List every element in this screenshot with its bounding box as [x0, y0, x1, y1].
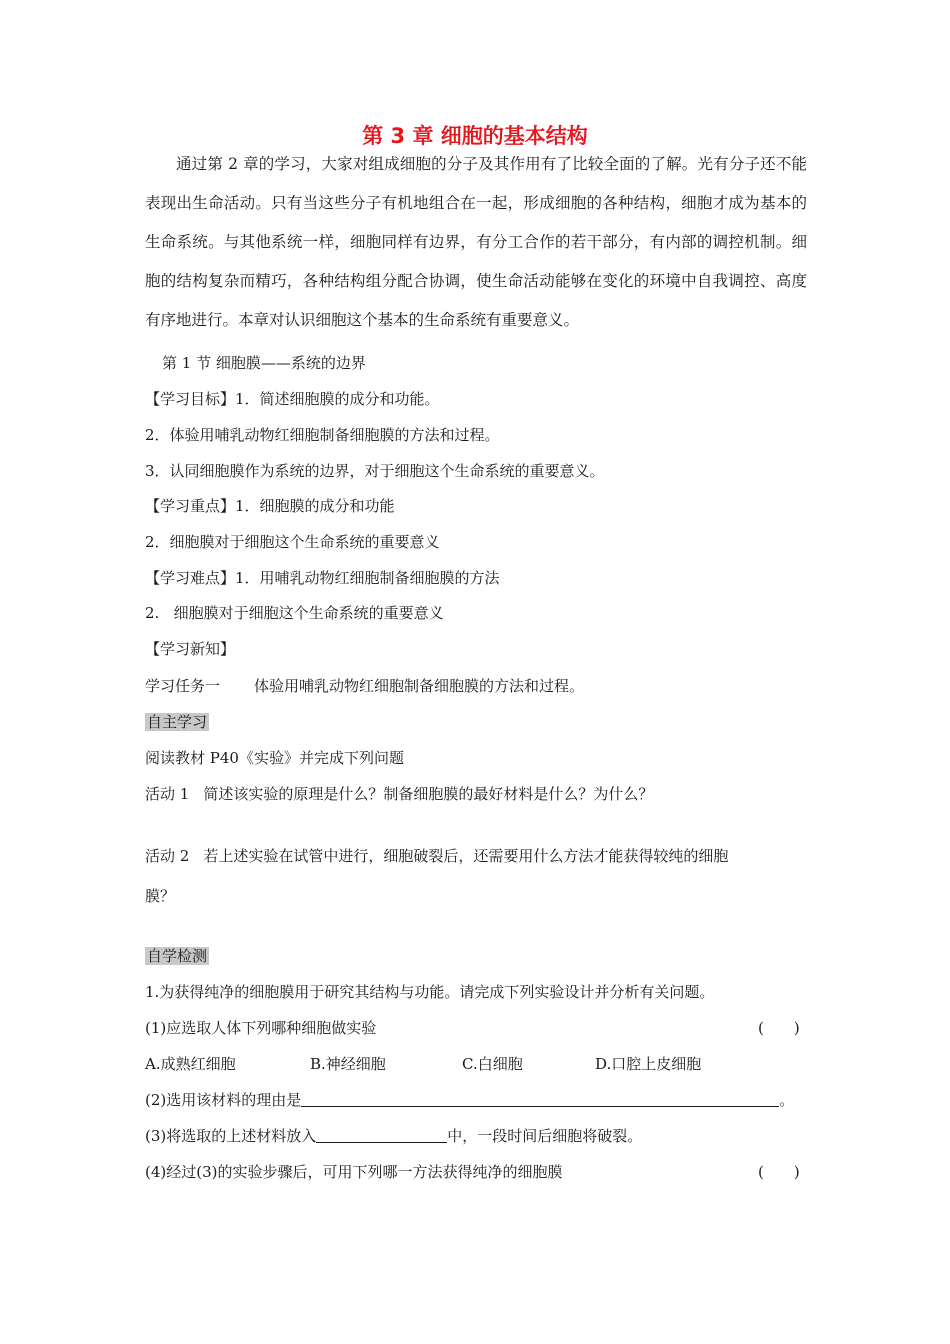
question-1-part-4: (4)经过(3)的实验步骤后，可用下列哪一方法获得纯净的细胞膜 — [145, 1163, 563, 1181]
option-b: B.神经细胞 — [310, 1055, 386, 1073]
difficulty-item: 2. 细胞膜对于细胞这个生命系统的重要意义 — [145, 604, 444, 622]
goal-item: 2．体验用哺乳动物红细胞制备细胞膜的方法和过程。 — [145, 426, 500, 444]
reading-instruction: 阅读教材 P40《实验》并完成下列问题 — [145, 749, 404, 767]
question-1-part-3 — [145, 1125, 642, 1147]
self-study-heading — [145, 711, 209, 733]
section-heading: 第 1 节 细胞膜——系统的边界 — [162, 354, 366, 372]
answer-paren: ( ) — [758, 1163, 800, 1181]
key-points-label: 【学习重点】 — [145, 497, 236, 515]
key-points-line-1 — [145, 495, 395, 517]
task-1-label: 学习任务一 — [145, 677, 221, 695]
self-check-heading — [145, 945, 209, 967]
self-study-label: 自主学习 — [147, 713, 208, 731]
activity-2-continued: 膜？ — [145, 887, 176, 905]
learning-goals-line-1 — [145, 388, 440, 410]
answer-paren: ( ) — [758, 1019, 800, 1037]
activity-2-label: 活动 2 — [145, 847, 190, 865]
chapter-intro — [145, 145, 807, 340]
fill-blank[interactable] — [301, 1090, 779, 1107]
part-2-text: (2)选用该材料的理由是 — [145, 1091, 302, 1109]
key-point-item: 2．细胞膜对于细胞这个生命系统的重要意义 — [145, 533, 440, 551]
chapter-title: 第 3 章 细胞的基本结构 — [362, 124, 588, 148]
task-1 — [145, 675, 584, 697]
question-1: 1.为获得纯净的细胞膜用于研究其结构与功能。请完成下列实验设计并分析有关问题。 — [145, 983, 715, 1001]
question-1-part-1: (1)应选取人体下列哪种细胞做实验 — [145, 1019, 377, 1037]
activity-2-text: 若上述实验在试管中进行，细胞破裂后，还需要用什么方法才能获得较纯的细胞 — [203, 847, 729, 865]
intro-paragraph: 通过第 2 章的学习，大家对组成细胞的分子及其作用有了比较全面的了解。光有分子还不能表现出生命活动。只有当这些分子有机地组合在一起，形成细胞的各种结构，细胞才成为基本的生命系统。与其他系统一样，细胞同样有边界，有分工合作的若干部分，有内部的调控机制。细胞的结构复杂而精巧，各种结构组分配合协调，使生命活动能够在变化的环境中自我调控、高度有序地进行。本章对认识细胞这个基本的生命系统有重要意义。 — [145, 155, 807, 329]
question-1-part-2 — [145, 1089, 794, 1111]
activity-2 — [145, 845, 728, 867]
part-3-text-after: 中，一段时间后细胞将破裂。 — [447, 1127, 643, 1145]
part-2-end: 。 — [779, 1091, 795, 1109]
key-point-item: 1．细胞膜的成分和功能 — [235, 497, 395, 515]
activity-1-label: 活动 1 — [145, 785, 190, 803]
task-1-text: 体验用哺乳动物红细胞制备细胞膜的方法和过程。 — [254, 677, 585, 695]
difficulties-label: 【学习难点】 — [145, 569, 236, 587]
goal-item: 3．认同细胞膜作为系统的边界，对于细胞这个生命系统的重要意义。 — [145, 462, 605, 480]
option-a: A.成熟红细胞 — [145, 1055, 236, 1073]
activity-1-text: 简述该实验的原理是什么？制备细胞膜的最好材料是什么？为什么？ — [203, 785, 654, 803]
goal-item: 1．简述细胞膜的成分和功能。 — [235, 390, 440, 408]
difficulty-item: 1．用哺乳动物红细胞制备细胞膜的方法 — [235, 569, 500, 587]
new-knowledge-heading: 【学习新知】 — [145, 640, 236, 658]
option-c: C.白细胞 — [462, 1055, 523, 1073]
part-3-text-before: (3)将选取的上述材料放入 — [145, 1127, 317, 1145]
self-check-label: 自学检测 — [147, 947, 208, 965]
option-d: D.口腔上皮细胞 — [595, 1055, 702, 1073]
difficulties-line-1 — [145, 567, 500, 589]
fill-blank[interactable] — [316, 1126, 447, 1143]
learning-goals-label: 【学习目标】 — [145, 390, 236, 408]
activity-1 — [145, 783, 653, 805]
